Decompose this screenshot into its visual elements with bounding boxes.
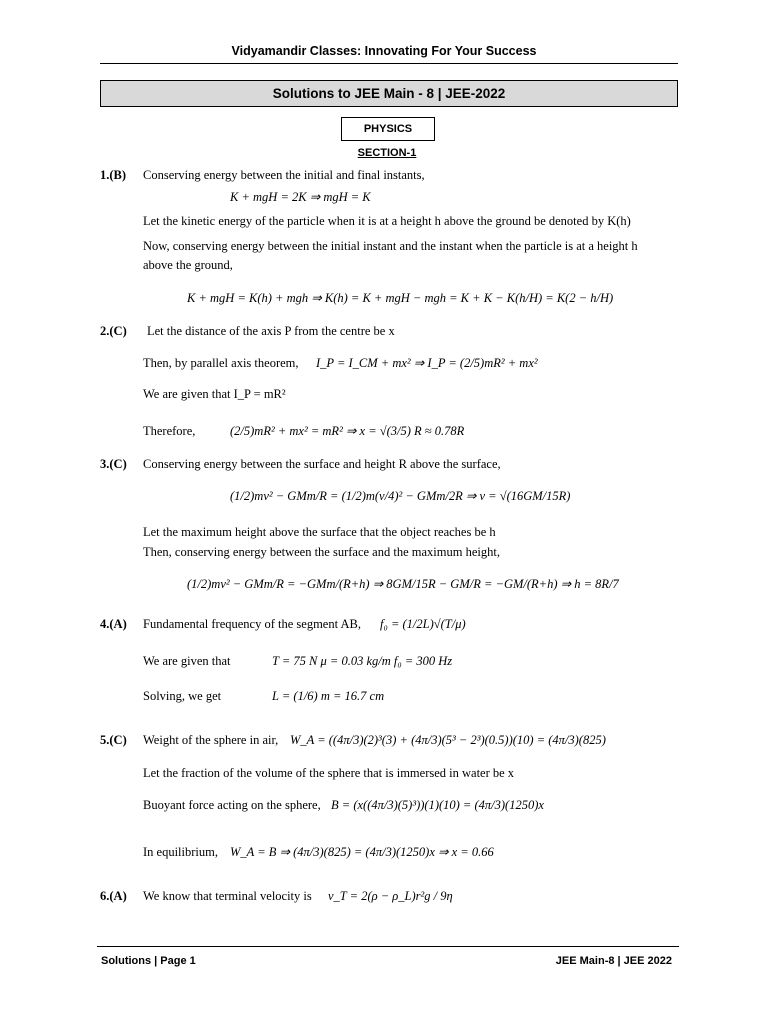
q4-equation3: L = (1/6) m = 16.7 cm (272, 689, 385, 703)
q5-number: 5.(C) (100, 733, 127, 747)
q4-line1: Fundamental frequency of the segment AB, (143, 617, 361, 631)
q2-line1: Let the distance of the axis P from the centre be x (147, 324, 395, 338)
q4-number: 4.(A) (100, 617, 127, 631)
section-label: SECTION-1 (357, 147, 417, 159)
q3-line2: Let the maximum height above the surface that the object reaches be h (143, 525, 496, 539)
q1-line4: above the ground, (143, 258, 233, 272)
footer-page-label: Solutions | Page 1 (101, 955, 196, 967)
q4-line2: We are given that (143, 654, 231, 668)
q6-equation1: v_T = 2(ρ − ρ_L)r²g / 9η (328, 889, 453, 903)
q5-line4: In equilibrium, (143, 845, 218, 859)
q6-number: 6.(A) (100, 889, 127, 903)
q3-number: 3.(C) (100, 457, 127, 471)
q5-equation2: B = (x((4π/3)(5)³))(1)(10) = (4π/3)(1250)x (331, 798, 544, 812)
q6-line1: We know that terminal velocity is (143, 889, 312, 903)
q1-line1: Conserving energy between the initial and final instants, (143, 168, 425, 182)
footer-rule (97, 946, 679, 947)
q4-line3: Solving, we get (143, 689, 222, 703)
q2-line3: We are given that I_P = mR² (143, 387, 286, 401)
q4-equation1: f₀ = (1/2L)√(T/μ) (380, 617, 466, 631)
q1-equation2: K + mgH = K(h) + mgh ⇒ K(h) = K + mgH − mgh = K + K − K(h/H) = K(2 − h/H) (187, 291, 614, 305)
q3-equation1: (1/2)mv² − GMm/R = (1/2)m(v/4)² − GMm/2R ⇒ v = √(16GM/15R) (230, 489, 571, 503)
q4-equation2: T = 75 N μ = 0.03 kg/m f₀ = 300 Hz (272, 654, 453, 668)
q1-line2: Let the kinetic energy of the particle when it is at a height h above the ground be denoted by K(h) (143, 214, 631, 228)
q5-equation3: W_A = B ⇒ (4π/3)(825) = (4π/3)(1250)x ⇒ x = 0.66 (230, 845, 494, 859)
q5-line2: Let the fraction of the volume of the sphere that is immersed in water be x (143, 766, 515, 780)
header-rule (100, 63, 678, 64)
q5-line1: Weight of the sphere in air, (143, 733, 279, 747)
q2-line2: Then, by parallel axis theorem, (143, 356, 299, 370)
q3-equation2: (1/2)mv² − GMm/R = −GMm/(R+h) ⇒ 8GM/15R − GM/R = −GM/(R+h) ⇒ h = 8R/7 (187, 577, 619, 591)
q2-equation2: (2/5)mR² + mx² = mR² ⇒ x = √(3/5) R ≈ 0.78R (230, 424, 465, 438)
q2-number: 2.(C) (100, 324, 127, 338)
q3-line3: Then, conserving energy between the surface and the maximum height, (143, 545, 500, 559)
q1-line3: Now, conserving energy between the initial instant and the instant when the particle is at a height h (143, 239, 638, 253)
q2-equation1: I_P = I_CM + mx² ⇒ I_P = (2/5)mR² + mx² (316, 356, 538, 370)
footer-exam-label: JEE Main-8 | JEE 2022 (555, 955, 672, 967)
q5-equation1: W_A = ((4π/3)(2)³(3) + (4π/3)(5³ − 2³)(0.5))(10) = (4π/3)(825) (290, 733, 606, 747)
q1-equation1: K + mgH = 2K ⇒ mgH = K (230, 190, 371, 204)
q5-line3: Buoyant force acting on the sphere, (143, 798, 321, 812)
subject-label: PHYSICS (341, 117, 435, 141)
q2-line4: Therefore, (143, 424, 196, 438)
q1-number: 1.(B) (100, 168, 127, 182)
solutions-banner: Solutions to JEE Main - 8 | JEE-2022 (100, 80, 678, 107)
q3-line1: Conserving energy between the surface and height R above the surface, (143, 457, 501, 471)
header-title: Vidyamandir Classes: Innovating For Your Success (231, 44, 537, 58)
